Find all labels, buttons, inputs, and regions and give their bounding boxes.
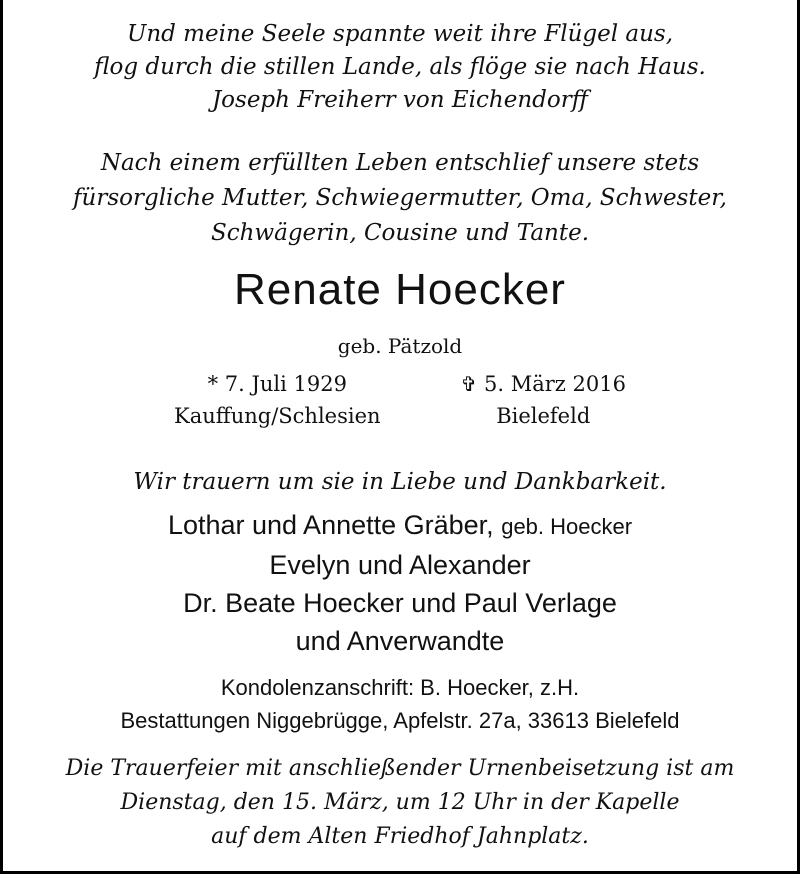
intro-line: fürsorgliche Mutter, Schwiegermutter, Oma, Schwester, bbox=[73, 185, 727, 211]
quote-line: Und meine Seele spannte weit ihre Flügel aus, bbox=[126, 21, 674, 47]
birth-date: * 7. Juli 1929 bbox=[207, 372, 347, 396]
quote-line: flog durch die stillen Lande, als flöge sie nach Haus. bbox=[94, 54, 706, 80]
service-line: Dienstag, den 15. März, um 12 Uhr in der Kapelle bbox=[120, 790, 680, 815]
survivor-line: und Anverwandte bbox=[295, 626, 505, 656]
death-date: 5. März 2016 bbox=[483, 372, 626, 396]
survivor-line bbox=[3, 506, 797, 546]
cross-icon: ✞ bbox=[460, 372, 478, 396]
death-info bbox=[461, 368, 626, 432]
survivor-name: Lothar und Annette Gräber, bbox=[167, 510, 494, 540]
survivor-line: Dr. Beate Hoecker und Paul Verlage bbox=[183, 588, 617, 618]
survivor-maiden: geb. Hoecker bbox=[501, 514, 633, 539]
mourning-line: Wir trauern um sie in Liebe und Dankbarkeit. bbox=[133, 469, 667, 495]
intro-line: Nach einem erfüllten Leben entschlief unsere stets bbox=[100, 150, 700, 176]
service-line: auf dem Alten Friedhof Jahnplatz. bbox=[211, 824, 589, 849]
survivors-list bbox=[3, 506, 797, 660]
funeral-service-info bbox=[3, 752, 797, 854]
survivor-line: Evelyn und Alexander bbox=[269, 550, 531, 580]
poem-quote bbox=[3, 18, 797, 117]
deceased-name: Renate Hoecker bbox=[234, 265, 566, 314]
birth-info bbox=[174, 368, 380, 432]
death-line bbox=[461, 368, 626, 400]
condolence-line: Kondolenzanschrift: B. Hoecker, z.H. bbox=[220, 675, 580, 700]
condolence-address bbox=[3, 671, 797, 737]
condolence-line: Bestattungen Niggebrügge, Apfelstr. 27a, 33613 Bielefeld bbox=[120, 708, 680, 733]
death-place: Bielefeld bbox=[496, 404, 591, 428]
life-dates bbox=[3, 368, 797, 432]
service-line: Die Trauerfeier mit anschließender Urnenbeisetzung ist am bbox=[65, 756, 735, 781]
birth-place: Kauffung/Schlesien bbox=[174, 404, 381, 428]
quote-author: Joseph Freiherr von Eichendorff bbox=[211, 87, 589, 113]
maiden-name: geb. Pätzold bbox=[337, 334, 463, 358]
intro-text bbox=[3, 146, 797, 251]
intro-line: Schwägerin, Cousine und Tante. bbox=[210, 220, 590, 246]
